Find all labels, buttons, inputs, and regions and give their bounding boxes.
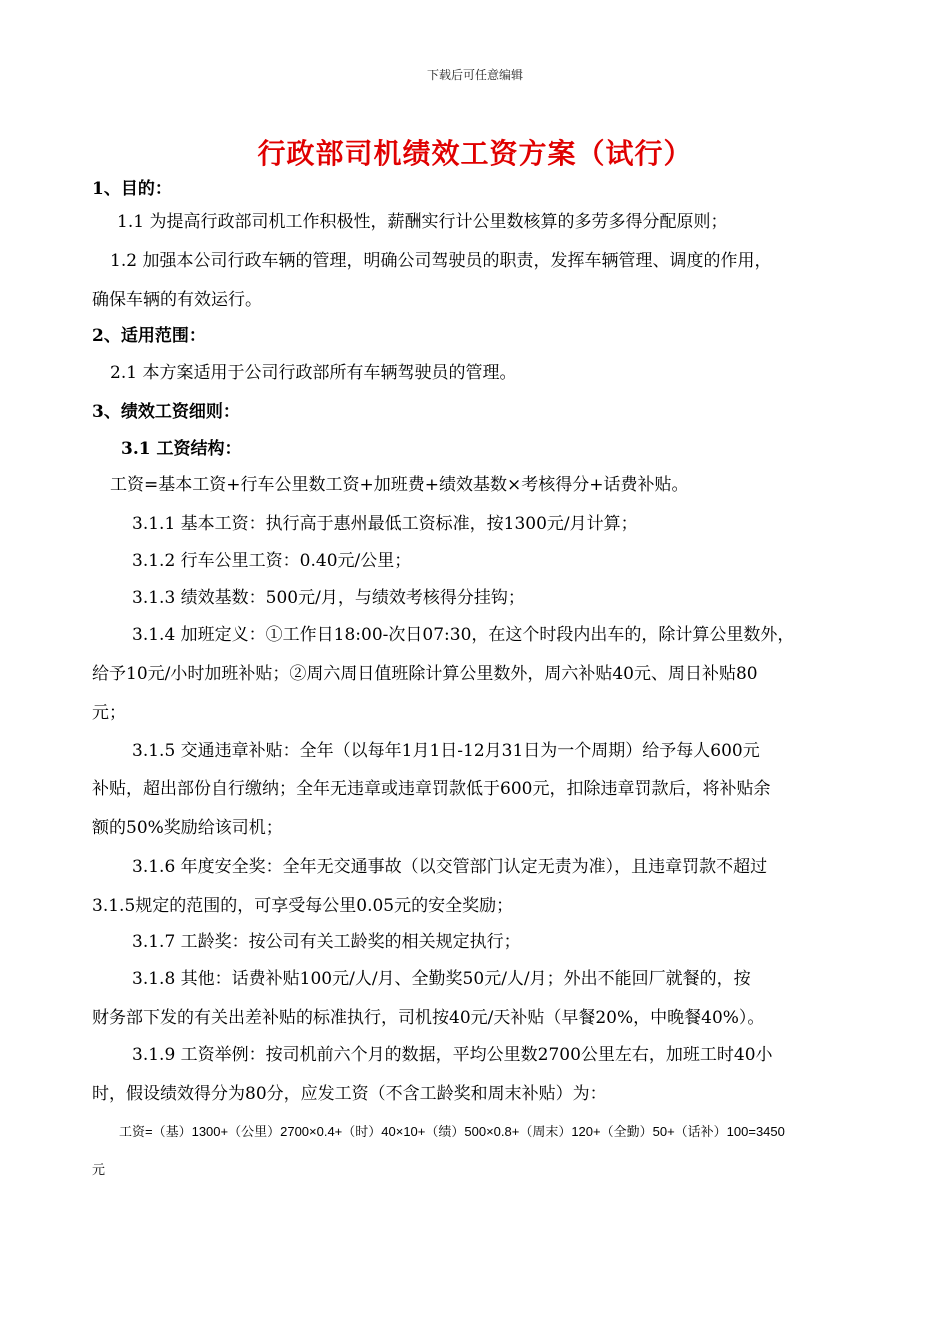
item-3-1-8-line1: 3.1.8 其他：话费补贴100元/人/月、全勤奖50元/人/月；外出不能回厂就餐的，按 <box>132 969 751 989</box>
salary-example-calculation: 工资=（基）1300+（公里）2700×0.4+（时）40×10+（绩）500×0.8+（周末）120+（全勤）50+（话补）100=3450 <box>119 1124 785 1139</box>
item-3-1-1: 3.1.1 基本工资：执行高于惠州最低工资标准，按1300元/月计算； <box>132 514 638 534</box>
item-3-1-8-line2: 财务部下发的有关出差补贴的标准执行，司机按40元/天补贴（早餐20%，中晚餐40%）。 <box>92 1008 765 1028</box>
subsection-3-1-heading: 3.1 工资结构： <box>121 439 242 459</box>
paragraph-1-1: 1.1 为提高行政部司机工作积极性，薪酬实行计公里数核算的多劳多得分配原则； <box>117 212 728 232</box>
item-3-1-5-line2: 补贴，超出部份自行缴纳；全年无违章或违章罚款低于600元，扣除违章罚款后，将补贴余 <box>92 779 771 799</box>
section-2-heading: 2、适用范围： <box>92 326 206 346</box>
paragraph-1-2-line2: 确保车辆的有效运行。 <box>92 290 262 310</box>
section-3-heading: 3、绩效工资细则： <box>92 402 240 422</box>
salary-formula: 工资=基本工资+行车公里数工资+加班费+绩效基数×考核得分+话费补贴。 <box>110 475 689 495</box>
item-3-1-4-line2: 给予10元/小时加班补贴；②周六周日值班除计算公里数外，周六补贴40元、周日补贴80 <box>92 664 758 684</box>
item-3-1-2: 3.1.2 行车公里工资：0.40元/公里； <box>132 551 412 571</box>
paragraph-2-1: 2.1 本方案适用于公司行政部所有车辆驾驶员的管理。 <box>110 363 517 383</box>
paragraph-1-2-line1: 1.2 加强本公司行政车辆的管理，明确公司驾驶员的职责，发挥车辆管理、调度的作用， <box>110 251 772 271</box>
item-3-1-7: 3.1.7 工龄奖：按公司有关工龄奖的相关规定执行； <box>132 932 521 952</box>
item-3-1-9-line1: 3.1.9 工资举例：按司机前六个月的数据，平均公里数2700公里左右，加班工时40小 <box>132 1045 773 1065</box>
item-3-1-3: 3.1.3 绩效基数：500元/月，与绩效考核得分挂钩； <box>132 588 525 608</box>
item-3-1-6-line1: 3.1.6 年度安全奖：全年无交通事故（以交管部门认定无责为准），且违章罚款不超过 <box>132 857 768 877</box>
item-3-1-4-line3: 元； <box>92 703 126 723</box>
document-title: 行政部司机绩效工资方案（试行） <box>257 137 693 170</box>
page-header: 下载后可任意编辑 <box>426 68 523 82</box>
salary-example-unit: 元 <box>92 1163 106 1178</box>
item-3-1-5-line3: 额的50%奖励给该司机； <box>92 818 283 838</box>
item-3-1-4-line1: 3.1.4 加班定义：①工作日18:00-次日07:30，在这个时段内出车的，除计算公里数外， <box>132 625 795 645</box>
item-3-1-5-line1: 3.1.5 交通违章补贴：全年（以每年1月1日-12月31日为一个周期）给予每人600元 <box>132 741 760 761</box>
section-1-heading: 1、目的： <box>92 179 172 199</box>
item-3-1-9-line2: 时，假设绩效得分为80分，应发工资（不含工龄奖和周末补贴）为： <box>92 1084 607 1104</box>
item-3-1-6-line2: 3.1.5规定的范围的，可享受每公里0.05元的安全奖励； <box>92 896 514 916</box>
